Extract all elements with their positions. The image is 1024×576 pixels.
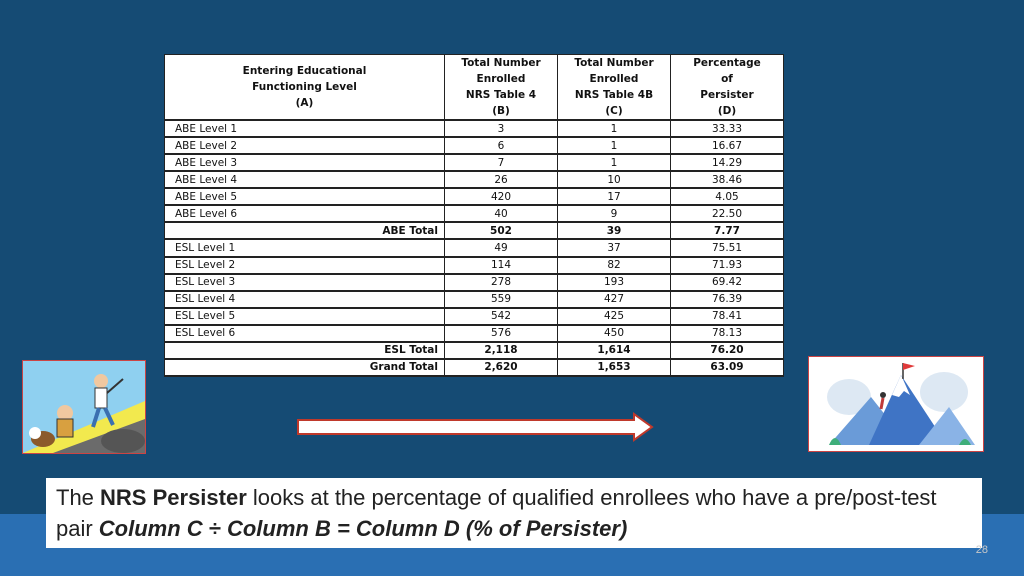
cell-enrolled-b: 502 xyxy=(445,222,558,239)
row-label: ABE Level 4 xyxy=(165,171,445,188)
cell-enrolled-c: 1,653 xyxy=(558,359,671,376)
row-label: ESL Level 5 xyxy=(165,308,445,325)
row-label: ESL Level 3 xyxy=(165,274,445,291)
cell-percentage-d: 75.51 xyxy=(671,239,784,256)
climbing-cartoon-image xyxy=(22,360,146,454)
cell-percentage-d: 76.39 xyxy=(671,291,784,308)
cell-enrolled-c: 193 xyxy=(558,274,671,291)
cell-percentage-d: 16.67 xyxy=(671,137,784,154)
cell-enrolled-b: 26 xyxy=(445,171,558,188)
row-label: ABE Total xyxy=(165,222,445,239)
cell-percentage-d: 4.05 xyxy=(671,188,784,205)
mountain-summit-image xyxy=(808,356,984,452)
cell-enrolled-c: 17 xyxy=(558,188,671,205)
cell-enrolled-c: 1 xyxy=(558,137,671,154)
cell-enrolled-b: 278 xyxy=(445,274,558,291)
cell-percentage-d: 14.29 xyxy=(671,154,784,171)
header-functioning-level: Entering Educational Functioning Level (A) xyxy=(165,55,445,121)
summit-illustration xyxy=(809,357,983,451)
cell-enrolled-c: 425 xyxy=(558,308,671,325)
row-label: ESL Level 4 xyxy=(165,291,445,308)
right-arrow-icon xyxy=(296,412,656,442)
page-number: 28 xyxy=(975,544,988,556)
row-label: ESL Total xyxy=(165,342,445,359)
cell-enrolled-b: 49 xyxy=(445,239,558,256)
climber-illustration xyxy=(23,361,145,453)
cell-enrolled-b: 114 xyxy=(445,257,558,274)
table-row xyxy=(165,154,784,171)
table-row xyxy=(165,257,784,274)
table-row xyxy=(165,188,784,205)
table-row xyxy=(165,308,784,325)
table-row xyxy=(165,120,784,137)
header-percentage-d: Percentage of Persister (D) xyxy=(671,55,784,121)
cell-percentage-d: 33.33 xyxy=(671,120,784,137)
header-total-b: Total Number Enrolled NRS Table 4 (B) xyxy=(445,55,558,121)
cell-enrolled-c: 9 xyxy=(558,205,671,222)
caption-box xyxy=(46,478,982,548)
table-row xyxy=(165,239,784,256)
caption-formula: Column C ÷ Column B = Column D (% of Persister) xyxy=(98,516,628,541)
cell-enrolled-c: 1 xyxy=(558,120,671,137)
cell-percentage-d: 38.46 xyxy=(671,171,784,188)
header-total-c: Total Number Enrolled NRS Table 4B (C) xyxy=(558,55,671,121)
cell-percentage-d: 7.77 xyxy=(671,222,784,239)
cell-enrolled-b: 2,118 xyxy=(445,342,558,359)
cell-enrolled-c: 427 xyxy=(558,291,671,308)
cell-percentage-d: 69.42 xyxy=(671,274,784,291)
cell-enrolled-c: 450 xyxy=(558,325,671,342)
cell-percentage-d: 71.93 xyxy=(671,257,784,274)
cell-percentage-d: 76.20 xyxy=(671,342,784,359)
row-label: ABE Level 6 xyxy=(165,205,445,222)
cell-enrolled-c: 39 xyxy=(558,222,671,239)
cell-enrolled-b: 2,620 xyxy=(445,359,558,376)
row-label: ABE Level 1 xyxy=(165,120,445,137)
table-total-row xyxy=(165,342,784,359)
row-label: ABE Level 5 xyxy=(165,188,445,205)
caption-term: NRS Persister xyxy=(100,485,247,510)
cell-enrolled-b: 7 xyxy=(445,154,558,171)
cell-percentage-d: 78.13 xyxy=(671,325,784,342)
cell-enrolled-b: 420 xyxy=(445,188,558,205)
cell-percentage-d: 78.41 xyxy=(671,308,784,325)
cell-enrolled-b: 559 xyxy=(445,291,558,308)
cell-percentage-d: 63.09 xyxy=(671,359,784,376)
cell-enrolled-c: 37 xyxy=(558,239,671,256)
row-label: ABE Level 2 xyxy=(165,137,445,154)
cell-enrolled-c: 1 xyxy=(558,154,671,171)
cell-percentage-d: 22.50 xyxy=(671,205,784,222)
cell-enrolled-b: 3 xyxy=(445,120,558,137)
cell-enrolled-b: 40 xyxy=(445,205,558,222)
row-label: ESL Level 1 xyxy=(165,239,445,256)
table-total-row xyxy=(165,222,784,239)
cell-enrolled-c: 1,614 xyxy=(558,342,671,359)
row-label: ESL Level 6 xyxy=(165,325,445,342)
table-row xyxy=(165,171,784,188)
table-total-row xyxy=(165,359,784,376)
table-row xyxy=(165,205,784,222)
table-header-row xyxy=(165,55,784,121)
row-label: Grand Total xyxy=(165,359,445,376)
nrs-persister-table xyxy=(164,54,783,377)
table-row xyxy=(165,274,784,291)
caption-prefix: The xyxy=(56,485,101,510)
cell-enrolled-c: 10 xyxy=(558,171,671,188)
table-row xyxy=(165,137,784,154)
row-label: ESL Level 2 xyxy=(165,257,445,274)
cell-enrolled-b: 6 xyxy=(445,137,558,154)
cell-enrolled-b: 542 xyxy=(445,308,558,325)
data-table xyxy=(164,54,784,377)
caption-text: looks at the percentage of qualified enrollees who have a pre/post-test pair xyxy=(56,485,937,541)
cell-enrolled-b: 576 xyxy=(445,325,558,342)
row-label: ABE Level 3 xyxy=(165,154,445,171)
table-row xyxy=(165,325,784,342)
cell-enrolled-c: 82 xyxy=(558,257,671,274)
table-row xyxy=(165,291,784,308)
